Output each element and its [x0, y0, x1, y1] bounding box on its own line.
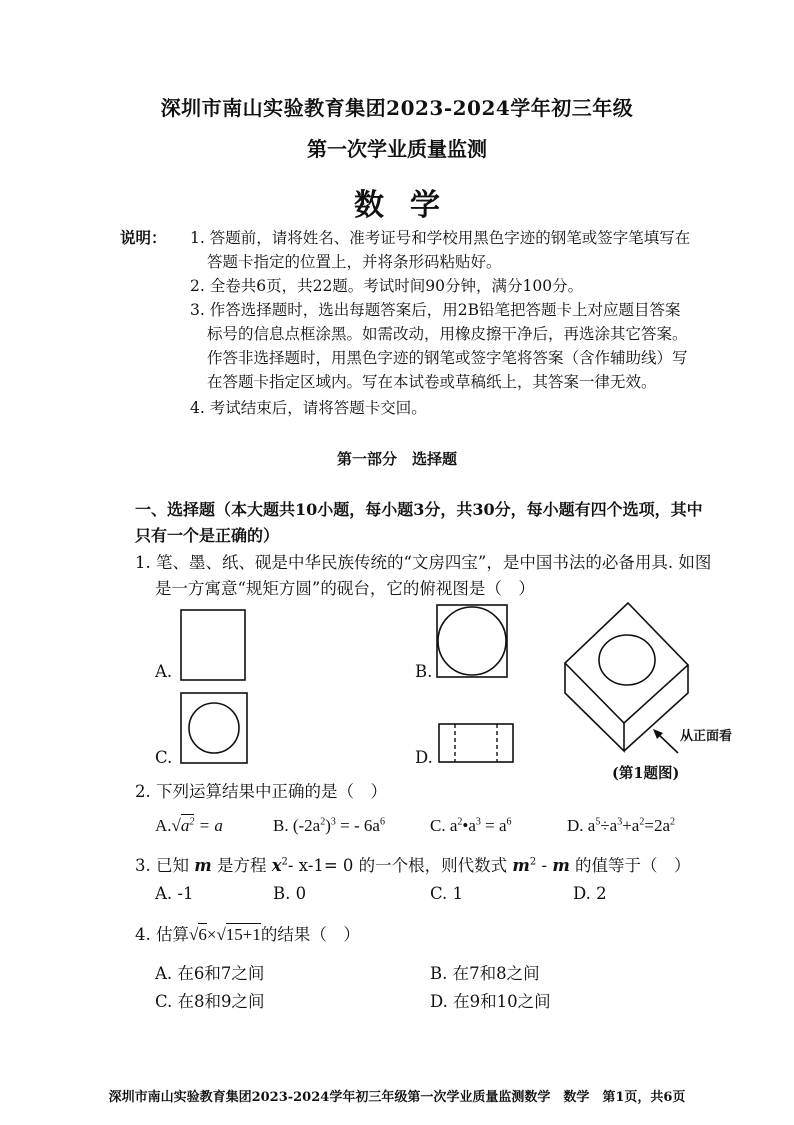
q4-option-d: D. 在9和10之间	[430, 992, 551, 1011]
q3-option-b: B. 0	[273, 884, 307, 903]
q1-option-b-label: B.	[415, 662, 433, 681]
option-label: A.	[155, 816, 172, 835]
instruction-line: 标号的信息点框涂黑。如需改动，用橡皮擦干净后，再选涂其它答案。	[207, 325, 688, 343]
section-heading: 一、选择题（本大题共10小题，每小题3分，共30分，每小题有四个选项，其中	[135, 500, 703, 519]
inkstone-side-edge	[624, 665, 688, 751]
q1-option-a-label: A.	[155, 662, 173, 681]
circle-shape	[438, 607, 506, 675]
figure-caption: (第1题图)	[612, 765, 680, 782]
q1-option-b-figure	[430, 600, 515, 685]
instruction-line: 3. 作答选择题时，选出每题答案后，用2B铅笔把答题卡上对应题目答案	[190, 301, 681, 319]
q1-option-d-figure	[435, 718, 520, 768]
radicand: 6	[198, 925, 207, 944]
exam-subtitle: 第一次学业质量监测	[307, 137, 487, 161]
q3-option-c: C. 1	[430, 884, 464, 903]
instruction-line: 在答题卡指定区域内。写在本试卷或草稿纸上，其答案一律无效。	[207, 373, 657, 391]
q4-option-b: B. 在7和8之间	[430, 964, 540, 983]
q1-option-c-figure	[175, 688, 255, 768]
sqrt-icon: √	[171, 816, 181, 835]
q4-option-c: C. 在8和9之间	[155, 992, 265, 1011]
instruction-line: 答题卡指定的位置上，并将条形码粘贴好。	[207, 253, 502, 271]
part-title: 第一部分 选择题	[336, 450, 457, 468]
instruction-line: 2. 全卷共6页，共22题。考试时间90分钟，满分100分。	[190, 277, 584, 295]
q2-stem: 2. 下列运算结果中正确的是（ ）	[135, 782, 387, 801]
circle-shape	[189, 703, 239, 753]
inkstone-top-face	[565, 603, 688, 723]
radicand: $a^2$	[180, 816, 195, 835]
section-heading: 只有一个是正确的）	[135, 526, 280, 545]
q3-stem: 3. 已知 m 是方程 $x^2-$ x-1= 0 的一个根，则代数式 $m^2$ - m 的值等于（ ）	[135, 856, 691, 875]
equation-rhs: = a	[194, 816, 223, 835]
exam-title: 深圳市南山实验教育集团2023-2024学年初三年级	[160, 96, 634, 120]
inkstone-circle	[599, 635, 655, 685]
arrow-label: 从正面看	[680, 729, 733, 744]
sqrt-icon: √	[189, 925, 199, 944]
square-shape	[437, 605, 507, 677]
instruction-line: 4. 考试结束后，请将答题卡交回。	[190, 399, 427, 417]
radicand: 15+1	[225, 925, 261, 944]
page-footer: 深圳市南山实验教育集团2023-2024学年初三年级第一次学业质量监测数学 数学 第1页，共6页	[108, 1090, 686, 1105]
q2-option-a	[155, 816, 223, 836]
q4-stem: 4. 估算√6×√15+1的结果（ ）	[135, 925, 360, 944]
q1-stem: 是一方寓意“规矩方圆”的砚台，它的俯视图是（ ）	[155, 579, 535, 598]
rectangle-shape	[439, 724, 513, 762]
q3-option-d: D. 2	[573, 884, 607, 903]
q4-option-a: A. 在6和7之间	[155, 964, 265, 983]
square-shape	[181, 610, 245, 680]
q1-stem: 1. 笔、墨、纸、砚是中华民族传统的“文房四宝”，是中国书法的必备用具. 如图	[135, 553, 712, 572]
q2-option-d: D. $a^5\div a^3+a^2=2a^2$	[567, 816, 675, 835]
subject-title: 数学	[354, 188, 466, 223]
q3-option-a: A. -1	[155, 884, 194, 903]
view-arrow-shaft	[657, 733, 678, 753]
q1-option-d-label: D.	[415, 748, 433, 767]
q2-option-c: C. $a^2•a^3 = a^6$	[430, 816, 512, 835]
q2-option-b: B. $(-2a^2)^3$ = - $6a^6$	[273, 816, 385, 835]
q1-option-a-figure	[175, 605, 255, 685]
sqrt-icon: √	[216, 925, 226, 944]
q1-option-c-label: C.	[155, 748, 173, 767]
instruction-line: 作答非选择题时，用黑色字迹的钢笔或签字笔将答案（含作辅助线）写	[207, 349, 688, 367]
instruction-line: 1. 答题前，请将姓名、准考证号和学校用黑色字迹的钢笔或签字笔填写在	[190, 229, 691, 247]
inkstone-front-edge	[565, 663, 624, 751]
instructions-label: 说明：	[120, 228, 167, 247]
